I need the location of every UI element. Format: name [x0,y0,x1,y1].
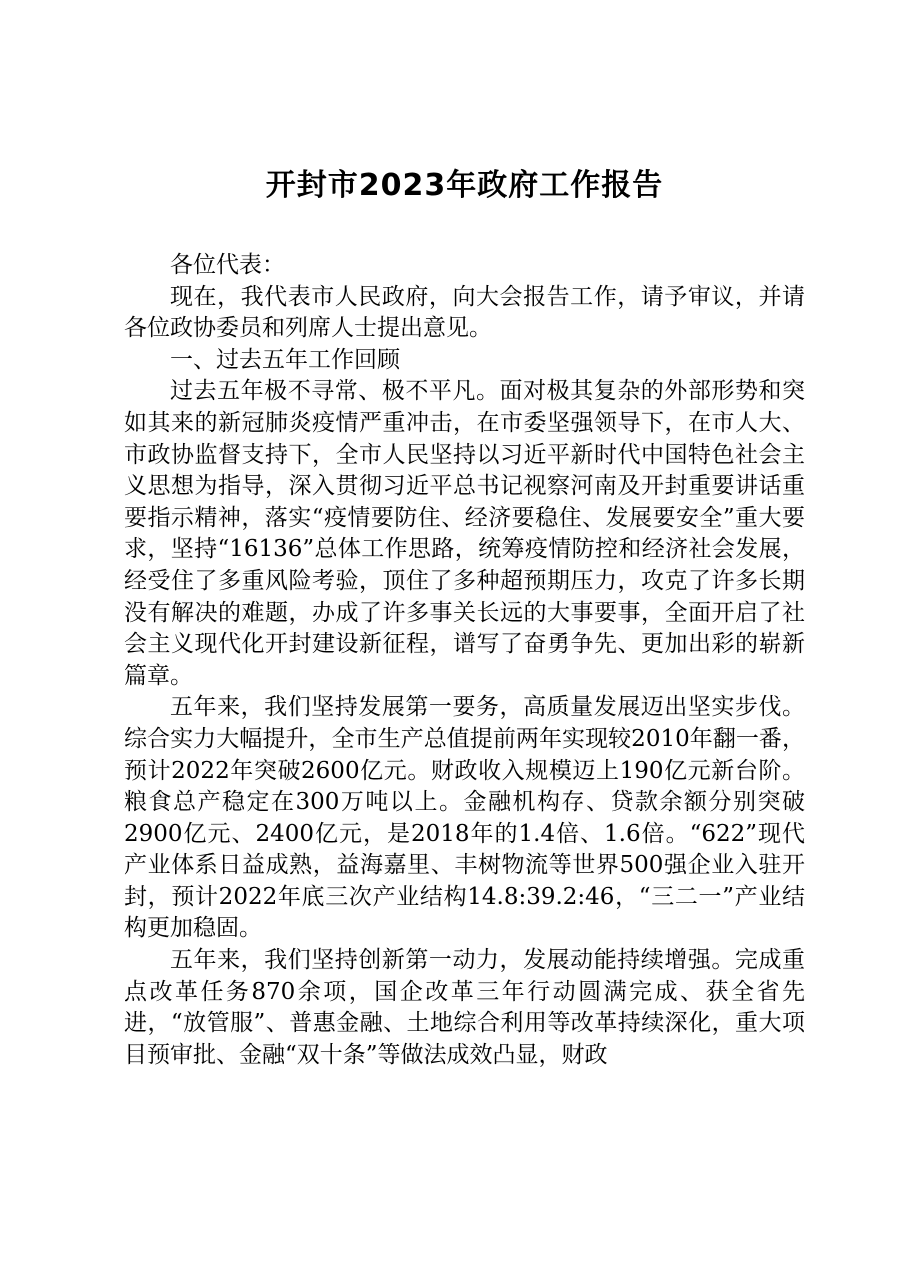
paragraph-salutation: 各位代表： [170,252,285,278]
paragraph-opening: 现在，我代表市人民政府，向大会报告工作，请予审议，并请各位政协委员和列席人士提出意见。 [124,283,805,342]
paragraph-review-overview: 过去五年极不寻常、极不平凡。面对极其复杂的外部形势和突如其来的新冠肺炎疫情严重冲击，在市委坚强领导下，在市人大、市政协监督支持下，全市人民坚持以习近平新时代中国特色社会主义思想为指导，深入贯彻习近平总书记视察河南及开封重要讲话重要指示精神，落实“疫情要防住、经济要稳住、发展要安全”重大要求，坚持“16136”总体工作思路，统筹疫情防控和经济社会发展，经受住了多重风险考验，顶住了多种超预期压力，攻克了许多长期没有解决的难题，办成了许多事关长远的大事要事，全面开启了社会主义现代化开封建设新征程，谱写了奋勇争先、更加出彩的崭新篇章。 [124,378,805,689]
document-title: 开封市2023年政府工作报告 [265,168,664,203]
document-body [124,250,805,1071]
paragraph-innovation: 五年来，我们坚持创新第一动力，发展动能持续增强。完成重点改革任务870余项，国企改革三年行动圆满完成、获全省先进，“放管服”、普惠金融、土地综合利用等改革持续深化，重大项目预审批、金融“双十条”等做法成效凸显，财政 [124,947,805,1068]
paragraph-development: 五年来，我们坚持发展第一要务，高质量发展迈出坚实步伐。综合实力大幅提升，全市生产总值提前两年实现较2010年翻一番，预计2022年突破2600亿元。财政收入规模迈上190亿元新台阶。粮食总产稳定在300万吨以上。金融机构存、贷款余额分别突破2900亿元、2400亿元，是2018年的1.4倍、1.6倍。“622”现代产业体系日益成熟，益海嘉里、丰树物流等世界500强企业入驻开封，预计2022年底三次产业结构14.8:39.2:46，“三二一”产业结构更加稳固。 [124,694,805,942]
section-heading: 一、过去五年工作回顾 [170,346,400,373]
